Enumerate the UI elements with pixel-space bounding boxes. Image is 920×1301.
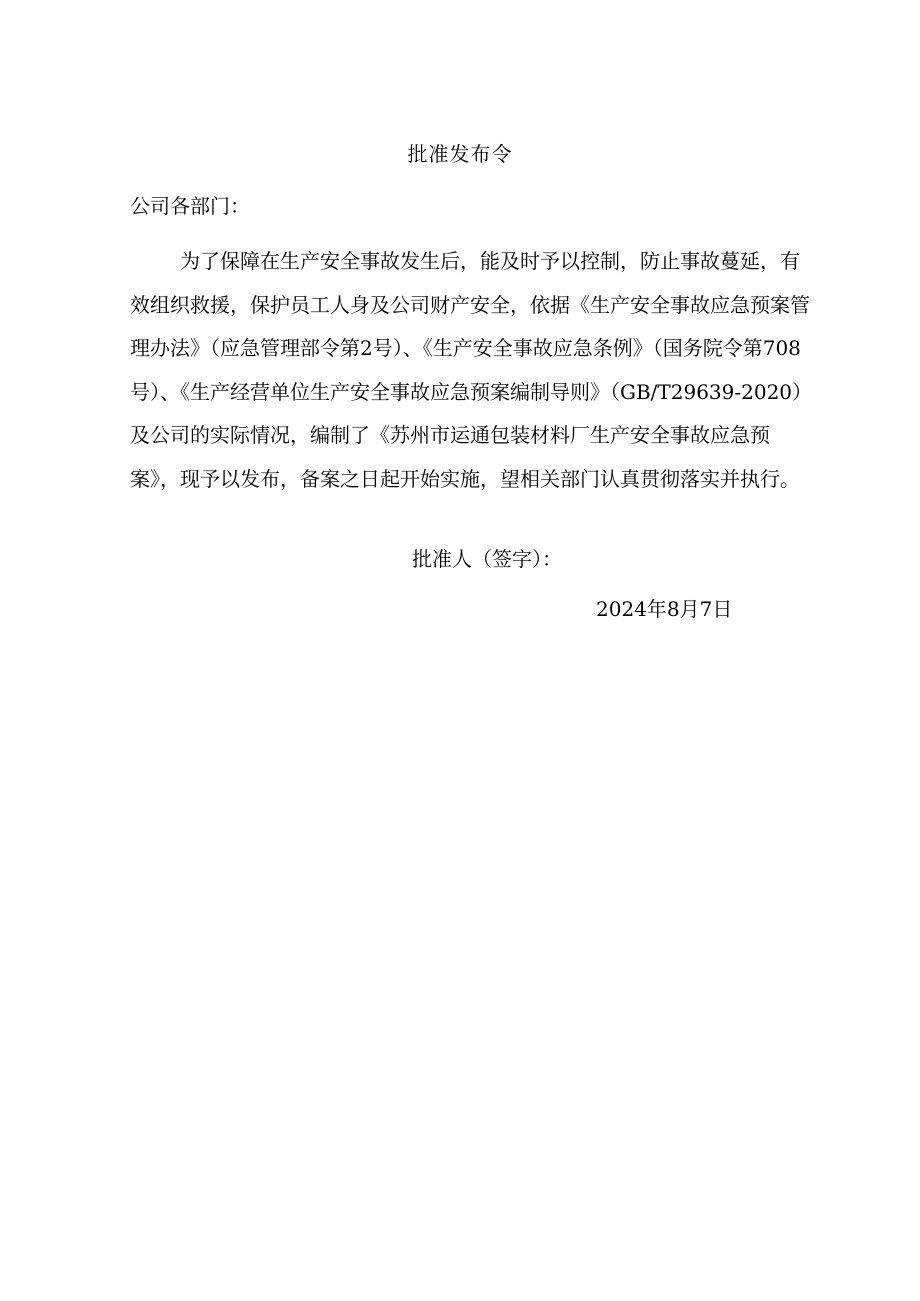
approver-signature-label: 批准人（签字）： [412, 547, 562, 571]
body-line: 效组织救援，保护员工人身及公司财产安全，依据《生产安全事故应急预案管 [130, 292, 810, 317]
document-title: 批准发布令 [407, 142, 513, 166]
body-line: 案》，现予以发布，备案之日起开始实施，望相关部门认真贯彻落实并执行。 [130, 466, 800, 491]
body-line: 为了保障在生产安全事故发生后，能及时予以控制，防止事故蔓延，有 [180, 249, 800, 273]
salutation: 公司各部门： [130, 194, 250, 218]
body-line: 理办法》（应急管理部令第2号）、《生产安全事故应急条例》（国务院令第708 [130, 336, 801, 360]
body-paragraph [130, 240, 860, 501]
body-line: 及公司的实际情况，编制了《苏州市运通包装材料厂生产安全事故应急预 [130, 423, 770, 447]
approval-date: 2024年8月7日 [596, 597, 733, 621]
body-line: 号）、《生产经营单位生产安全事故应急预案编制导则》（GB/T29639-2020） [130, 379, 813, 404]
